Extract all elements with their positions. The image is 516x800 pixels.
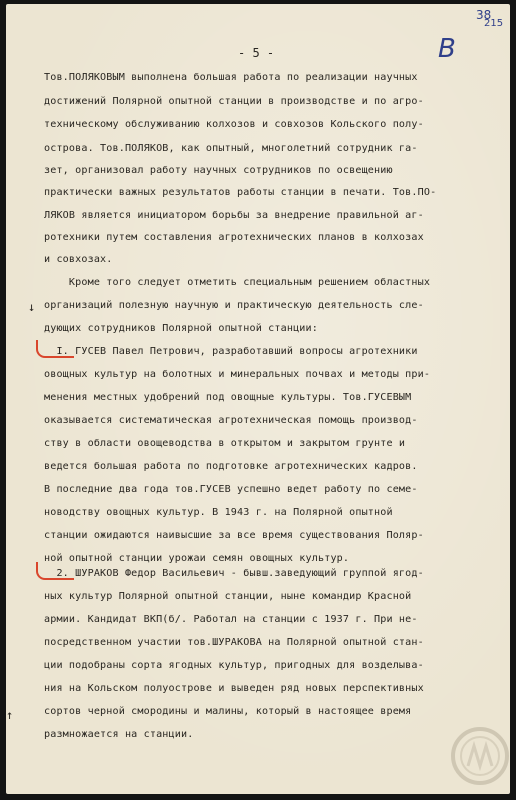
text-line: сортов черной смородины и малины, который в настоящее время xyxy=(44,706,412,717)
text-line: ных культур Полярной опытной станции, ныне командир Красной xyxy=(44,591,412,602)
archive-stamp-icon xyxy=(450,726,510,786)
text-line: организаций полезную научную и практическую деятельность сле- xyxy=(44,300,424,311)
text-line: ции подобраны сорта ягодных культур, пригодных для возделыва- xyxy=(44,660,424,671)
text-line: ния на Кольском полуострове и выведен ряд новых перспективных xyxy=(44,683,424,694)
text-line: В последние два года тов.ГУСЕВ успешно ведет работу по семе- xyxy=(44,484,418,495)
text-line: новодству овощных культур. В 1943 г. на Полярной опытной xyxy=(44,507,393,518)
folio-number-new: 215 xyxy=(484,18,504,29)
text-line: ЛЯКОВ является инициатором борьбы за внедрение правильной аг- xyxy=(44,210,424,221)
text-line: оказывается систематическая агротехническая помощь производ- xyxy=(44,415,418,426)
text-line: армии. Кандидат ВКП(б/. Работал на станции с 1937 г. При не- xyxy=(44,614,418,625)
text-line: достижений Полярной опытной станции в производстве и по агро- xyxy=(44,96,424,107)
text-line: Тов.ПОЛЯКОВЫМ выполнена большая работа по реализации научных xyxy=(44,72,418,83)
text-line: менения местных удобрений под овощные культуры. Тов.ГУСЕВЫМ xyxy=(44,392,412,403)
text-line: ной опытной станции урожаи семян овощных культур. xyxy=(44,553,350,564)
text-line: ведется большая работа по подготовке агротехнических кадров. xyxy=(44,461,418,472)
text-line: практически важных результатов работы станции в печати. Тов.ПО- xyxy=(44,187,437,198)
text-line: 2. ШУРАКОВ Федор Васильевич - бывш.заведующий группой ягод- xyxy=(44,568,424,579)
text-line: размножается на станции. xyxy=(44,729,194,740)
text-line: дующих сотрудников Полярной опытной станции: xyxy=(44,323,318,334)
text-line: и совхозах. xyxy=(44,254,113,265)
margin-tick-icon: ↓ xyxy=(28,300,36,314)
text-line: зет, организовал работу научных сотрудников по освещению xyxy=(44,165,393,176)
archive-letter-mark: В xyxy=(438,34,456,64)
document-page xyxy=(6,4,510,794)
text-line: I. ГУСЕВ Павел Петрович, разработавший вопросы агротехники xyxy=(44,346,418,357)
text-line: техническому обслуживанию колхозов и совхозов Кольского полу- xyxy=(44,119,424,130)
text-line: острова. Тов.ПОЛЯКОВ, как опытный, многолетний сотрудник га- xyxy=(44,143,418,154)
text-line: Кроме того следует отметить специальным решением областных xyxy=(44,277,431,288)
page-number: - 5 - xyxy=(238,46,275,60)
text-line: посредственном участии тов.ШУРАКОВА на Полярной опытной стан- xyxy=(44,637,424,648)
text-line: овощных культур на болотных и минеральных почвах и методы при- xyxy=(44,369,431,380)
text-line: ротехники путем составления агротехнических планов в колхозах xyxy=(44,232,424,243)
margin-tick-icon: ↑ xyxy=(6,708,14,722)
folio-number-old: 38 xyxy=(476,8,492,22)
text-line: станции ожидаются наивысшие за все время существования Поляр- xyxy=(44,530,424,541)
text-line: ству в области овощеводства в открытом и закрытом грунте и xyxy=(44,438,406,449)
